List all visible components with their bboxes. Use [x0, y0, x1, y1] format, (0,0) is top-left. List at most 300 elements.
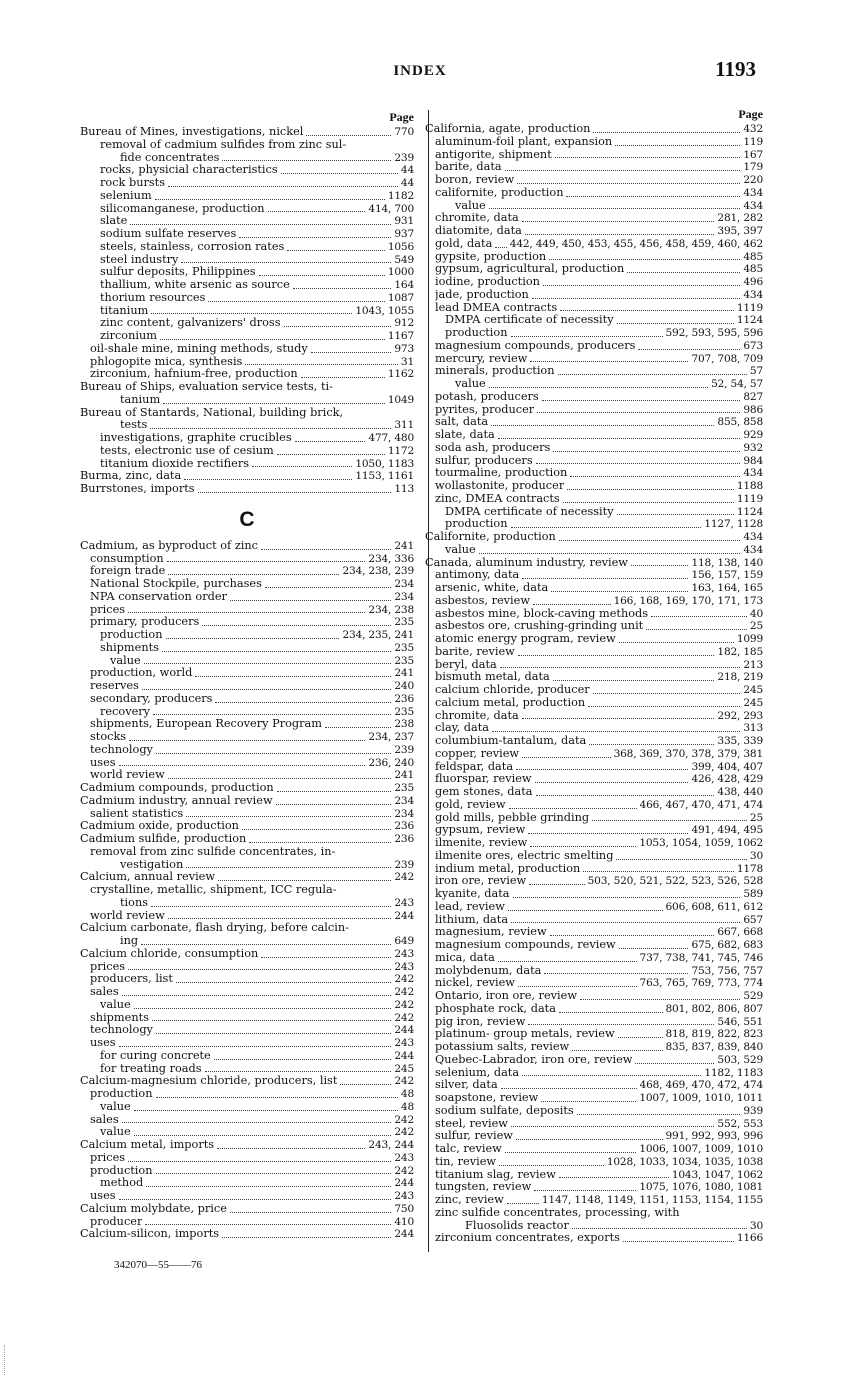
entry-term: tests [120, 419, 148, 432]
dot-leader [536, 463, 741, 464]
dot-leader [508, 910, 663, 911]
index-entry [80, 1177, 414, 1190]
dot-leader [499, 1165, 604, 1166]
dot-leader [129, 740, 365, 741]
entry-page-ref: 240 [394, 680, 414, 692]
index-entry [80, 884, 414, 897]
dot-leader [530, 846, 636, 847]
entry-term: tourmaline, production [435, 467, 568, 480]
index-entry [425, 212, 763, 225]
dot-leader [495, 247, 506, 248]
index-entry [80, 1165, 414, 1178]
entry-term: thorium resources [100, 291, 206, 304]
dot-leader [144, 663, 392, 664]
index-entry [80, 241, 414, 254]
dot-leader [589, 744, 714, 745]
index-entry [425, 786, 763, 799]
index-entry [80, 553, 414, 566]
dot-leader [623, 1241, 734, 1242]
dot-leader [311, 352, 392, 353]
entry-page-ref: 438, 440 [717, 786, 763, 798]
index-entry [425, 557, 763, 570]
entry-page-ref: 1182 [387, 189, 414, 202]
dot-leader [505, 170, 741, 171]
entry-page-ref: 335, 339 [717, 735, 763, 747]
dot-leader [563, 502, 734, 503]
entry-page-ref: 1182, 1183 [704, 1066, 763, 1079]
entry-term: production [90, 1164, 153, 1177]
dot-leader [498, 438, 741, 439]
dot-leader [151, 906, 391, 907]
entry-page-ref: 477, 480 [368, 432, 414, 444]
entry-term: steel industry [100, 253, 179, 266]
index-entry [80, 769, 414, 782]
entry-page-ref: 57 [749, 365, 763, 378]
index-entry [80, 1075, 414, 1088]
dot-leader [542, 400, 741, 401]
dot-leader [134, 1008, 392, 1009]
entry-term: Calcium molybdate, price [80, 1202, 227, 1215]
entry-page-ref: 241 [394, 769, 414, 782]
entry-page-ref: 763, 765, 769, 773, 774 [639, 977, 763, 990]
entry-page-ref: 1099 [736, 633, 763, 645]
index-entry [80, 1139, 414, 1152]
entry-page-ref: 491, 494, 495 [691, 824, 763, 837]
index-entry [80, 139, 414, 152]
entry-term: titanium [100, 304, 149, 317]
entry-term: Cadmium compounds, production [80, 782, 274, 794]
entry-term: mercury, review [435, 352, 528, 365]
entry-term: feldspar, data [435, 760, 514, 773]
entry-page-ref: 770 [394, 126, 414, 138]
entry-term: thallium, white arsenic as source [100, 279, 290, 291]
entry-page-ref: 235 [394, 641, 414, 654]
entry-page-ref: 1172 [387, 444, 414, 457]
index-entry [80, 629, 414, 642]
dot-leader [580, 999, 740, 1000]
entry-page-ref: 929 [743, 429, 763, 441]
index-entry [80, 973, 414, 986]
dot-leader [265, 587, 391, 588]
entry-page-ref: 40 [749, 607, 763, 620]
index-entry [80, 483, 414, 496]
index-entry [425, 289, 763, 302]
index-entry [80, 591, 414, 604]
dot-leader [566, 196, 740, 197]
entry-term: salt, data [435, 416, 489, 429]
entry-term: California, agate, production [425, 123, 591, 135]
dot-leader [181, 262, 391, 263]
index-entry [425, 595, 763, 608]
index-entry [425, 276, 763, 289]
dot-leader [325, 727, 391, 728]
entry-term: molybdenum, data [435, 964, 542, 977]
entry-page-ref: 213 [743, 658, 763, 671]
margin-marks [4, 1345, 7, 1375]
entry-term: indium metal, production [435, 862, 581, 875]
index-entry [80, 458, 414, 471]
dot-leader [525, 234, 715, 235]
dot-leader [529, 884, 584, 885]
entry-term: fide concentrates [120, 151, 220, 164]
entry-term: value [455, 378, 486, 390]
dot-leader [559, 1012, 663, 1013]
entry-page-ref: 1166 [736, 1232, 763, 1245]
index-entry [80, 292, 414, 305]
dot-leader [491, 425, 714, 426]
index-entry [425, 1143, 763, 1156]
index-entry [80, 279, 414, 292]
index-entry [425, 799, 763, 812]
dot-leader [160, 339, 385, 340]
index-entry [80, 470, 414, 483]
footer-code: 342070—55——76 [114, 1259, 202, 1271]
entry-page-ref: 236 [394, 833, 414, 845]
dot-leader [619, 642, 734, 643]
entry-page-ref: 503, 520, 521, 522, 523, 526, 528 [587, 875, 763, 888]
dot-leader [528, 833, 688, 834]
dot-leader [577, 1114, 741, 1115]
entry-page-ref: 244 [394, 1024, 414, 1037]
entry-page-ref: 244 [394, 1177, 414, 1190]
dot-leader [534, 1190, 636, 1191]
entry-term: value [100, 1126, 131, 1139]
entry-term: tin, review [435, 1155, 497, 1168]
index-entry [425, 251, 763, 264]
dot-leader [507, 1203, 539, 1204]
entry-term: mica, data [435, 951, 495, 964]
index-entry [80, 305, 414, 318]
index-entry [425, 977, 763, 990]
entry-page-ref: 242 [394, 973, 414, 986]
dot-leader [537, 412, 740, 413]
entry-page-ref: 552, 553 [717, 1117, 763, 1130]
dot-leader [572, 1050, 662, 1051]
entry-term: production, world [90, 667, 193, 680]
entry-page-ref: 1075, 1076, 1080, 1081 [639, 1181, 763, 1194]
entry-page-ref: 410 [394, 1215, 414, 1228]
index-entry [80, 731, 414, 744]
entry-page-ref: 707, 708, 709 [691, 352, 763, 365]
entry-term: sulfur deposits, Philippines [100, 266, 256, 279]
index-entry [425, 136, 763, 149]
index-entry [425, 633, 763, 646]
entry-term: aluminum-foil plant, expansion [435, 135, 613, 148]
entry-page-ref: 234, 238, 239 [342, 565, 414, 578]
entry-term: zirconium concentrates, exports [435, 1232, 620, 1245]
index-entry [425, 378, 763, 391]
entry-term: producer [90, 1215, 143, 1228]
entry-page-ref: 239 [394, 743, 414, 756]
index-entry [425, 200, 763, 213]
index-entry [80, 604, 414, 617]
entry-term: ilmenite ores, electric smelting [435, 849, 614, 862]
entry-page-ref: 164 [394, 279, 414, 291]
entry-term: value [110, 654, 141, 667]
entry-page-ref: 991, 992, 993, 996 [665, 1130, 763, 1143]
entry-term: production [445, 518, 508, 531]
index-entry [425, 480, 763, 493]
entry-page-ref: 48 [400, 1088, 414, 1100]
entry-page-ref: 234 [394, 807, 414, 820]
index-entry [80, 948, 414, 961]
page-column-header-right: Page [738, 107, 763, 121]
entry-term: lead DMEA contracts [435, 301, 558, 314]
dot-leader [559, 1177, 669, 1178]
right-column [425, 105, 763, 1245]
entry-page-ref: 44 [400, 164, 414, 177]
entry-term: Canada, aluminum industry, review [425, 556, 628, 569]
entry-term: production [90, 1088, 153, 1100]
dot-leader [214, 1059, 392, 1060]
index-entry [425, 1041, 763, 1054]
index-entry [80, 578, 414, 591]
index-entry [425, 302, 763, 315]
dot-leader [156, 1173, 392, 1174]
entry-page-ref: 827 [743, 390, 763, 403]
dot-leader [593, 132, 740, 133]
entry-term: producers, list [90, 973, 173, 986]
index-entry [425, 187, 763, 200]
entry-page-ref: 31 [400, 355, 414, 368]
index-entry [80, 330, 414, 343]
index-entry [80, 859, 414, 872]
entry-page-ref: 1127, 1128 [704, 518, 763, 531]
entry-page-ref: 426, 428, 429 [691, 773, 763, 786]
dot-leader [276, 804, 392, 805]
entry-term: sodium sulfate reserves [100, 228, 237, 240]
entry-page-ref: 1147, 1148, 1149, 1151, 1153, 1154, 1155 [541, 1194, 763, 1206]
entry-term: stocks [90, 731, 127, 743]
dot-leader [536, 795, 715, 796]
entry-term: Cadmium oxide, production [80, 820, 239, 833]
entry-term: technology [90, 743, 153, 756]
entry-term: diatomite, data [435, 225, 522, 237]
entry-term: slate [100, 215, 128, 228]
entry-term: gold, data [435, 237, 493, 250]
dot-leader [134, 1110, 398, 1111]
dot-leader [522, 1075, 701, 1076]
dot-leader [128, 969, 391, 970]
index-entry [80, 215, 414, 228]
index-entry [80, 1190, 414, 1203]
index-entry [80, 961, 414, 974]
entry-term: National Stockpile, purchases [90, 578, 262, 590]
entry-page-ref: 592, 593, 595, 596 [665, 327, 763, 339]
dot-leader [532, 298, 741, 299]
dot-leader [261, 549, 391, 550]
dot-leader [572, 1228, 747, 1229]
entry-page-ref: 434 [743, 531, 763, 543]
entry-page-ref: 234, 238 [368, 603, 414, 616]
entry-page-ref: 179 [743, 161, 763, 174]
index-entry [425, 569, 763, 582]
left-column [80, 108, 414, 1241]
index-entry [80, 432, 414, 445]
dot-leader [553, 680, 715, 681]
index-entry [80, 718, 414, 731]
dot-leader [500, 667, 741, 668]
entry-page-ref: 546, 551 [717, 1015, 763, 1028]
index-entry [425, 926, 763, 939]
index-entry [80, 1050, 414, 1063]
index-entry [80, 1203, 414, 1216]
entry-page-ref: 167 [743, 148, 763, 161]
dot-leader [555, 157, 741, 158]
entry-page-ref: 245 [743, 684, 763, 696]
index-entry [80, 846, 414, 859]
entry-page-ref: 1153, 1161 [355, 470, 414, 483]
entry-term: magnesium compounds, producers [435, 339, 636, 352]
dot-leader [505, 1152, 637, 1153]
entry-term: platinum- group metals, review [435, 1028, 615, 1041]
dot-leader [550, 935, 715, 936]
index-entry [80, 419, 414, 432]
dot-leader [122, 995, 392, 996]
dot-leader [152, 1020, 391, 1021]
entry-page-ref: 466, 467, 470, 471, 474 [639, 798, 763, 811]
entry-term: sales [90, 986, 119, 998]
entry-page-ref: 235 [394, 782, 414, 794]
entry-term: silicomanganese, production [100, 202, 265, 215]
dot-leader [222, 160, 391, 161]
index-entry [80, 1063, 414, 1076]
entry-page-ref: 239 [394, 858, 414, 871]
index-entry [80, 228, 414, 241]
entry-page-ref: 434 [743, 288, 763, 301]
entry-term: potassium salts, review [435, 1041, 570, 1053]
entry-page-ref: 156, 157, 159 [691, 569, 763, 582]
entry-term: Burrstones, imports [80, 483, 195, 495]
index-entry [425, 773, 763, 786]
dot-leader [145, 1224, 391, 1225]
entry-term: removal from zinc sulfide concentrates, in- [90, 845, 336, 858]
entry-term: iodine, production [435, 276, 540, 288]
index-entry [80, 1088, 414, 1101]
entry-term: pig iron, review [435, 1015, 526, 1028]
dot-leader [163, 403, 385, 404]
dot-leader [617, 323, 734, 324]
entry-term: prices [90, 1151, 126, 1164]
index-entry [80, 394, 414, 407]
entry-page-ref: 243 [394, 1037, 414, 1049]
entry-page-ref: 243 [394, 960, 414, 973]
dot-leader [638, 349, 740, 350]
entry-page-ref: 243 [394, 947, 414, 960]
dot-leader [651, 616, 747, 617]
entry-term: boron, review [435, 174, 515, 186]
dot-leader [535, 782, 689, 783]
index-entry [80, 203, 414, 216]
entry-term: zinc, DMEA contracts [435, 492, 560, 505]
dot-leader [511, 1126, 714, 1127]
entry-page-ref: 1043, 1047, 1062 [671, 1168, 763, 1181]
index-entry [425, 608, 763, 621]
index-entry [425, 710, 763, 723]
entry-term: beryl, data [435, 658, 497, 671]
index-entry [80, 407, 414, 420]
entry-term: lithium, data [435, 913, 509, 926]
entry-term: antimony, data [435, 569, 520, 582]
entry-page-ref: 912 [394, 317, 414, 330]
index-entry [425, 327, 763, 340]
dot-leader [287, 250, 385, 251]
entry-page-ref: 737, 738, 741, 745, 746 [639, 951, 763, 964]
entry-term: silver, data [435, 1079, 498, 1092]
entry-term: kyanite, data [435, 888, 510, 900]
dot-leader [215, 702, 391, 703]
entry-page-ref: 242 [394, 1011, 414, 1024]
entry-page-ref: 30 [749, 849, 763, 862]
page-title: INDEX [393, 63, 447, 79]
dot-leader [583, 871, 734, 872]
entry-term: Burma, zinc, data [80, 470, 182, 483]
dot-leader [533, 604, 611, 605]
dot-leader [517, 183, 740, 184]
dot-leader [553, 451, 740, 452]
index-entry [425, 1130, 763, 1143]
dot-leader [511, 922, 740, 923]
entry-page-ref: 1178 [736, 862, 763, 875]
index-entry [425, 365, 763, 378]
entry-term: value [445, 543, 476, 556]
entry-page-ref: 368, 369, 370, 378, 379, 381 [613, 747, 763, 760]
index-entry [80, 782, 414, 795]
entry-term: Calcium, annual review [80, 871, 216, 884]
entry-term: vestigation [120, 858, 184, 871]
entry-term: oil-shale mine, mining methods, study [90, 342, 308, 355]
dot-leader [208, 301, 384, 302]
dot-leader [218, 880, 391, 881]
dot-leader [306, 135, 391, 136]
entry-page-ref: 673 [743, 339, 763, 352]
index-entry [425, 1003, 763, 1016]
dot-leader [551, 591, 688, 592]
index-entry [80, 693, 414, 706]
index-entry [425, 939, 763, 952]
entry-page-ref: 395, 397 [717, 225, 763, 237]
entry-page-ref: 236, 240 [368, 756, 414, 769]
entry-page-ref: 292, 293 [717, 709, 763, 722]
entry-term: nickel, review [435, 977, 515, 990]
entry-term: lead, review [435, 900, 505, 913]
entry-page-ref: 48 [400, 1100, 414, 1113]
entry-term: removal of cadmium sulfides from zinc sul- [100, 138, 347, 151]
entry-page-ref: 801, 802, 806, 807 [665, 1002, 763, 1015]
dot-leader [176, 982, 391, 983]
dot-leader [205, 1071, 392, 1072]
dot-leader [560, 310, 734, 311]
index-entry [80, 757, 414, 770]
index-entry [425, 1016, 763, 1029]
entry-page-ref: 606, 608, 611, 612 [665, 900, 763, 913]
entry-page-ref: 468, 469, 470, 472, 474 [639, 1079, 763, 1092]
dot-leader [230, 1212, 391, 1213]
index-entry [80, 152, 414, 165]
entry-page-ref: 243, 244 [368, 1139, 414, 1151]
index-entry [425, 914, 763, 927]
index-entry [425, 544, 763, 557]
entry-term: gypsite, production [435, 250, 547, 263]
dot-leader [530, 361, 688, 362]
dot-leader [128, 1161, 391, 1162]
index-entry [425, 671, 763, 684]
entry-term: uses [90, 1037, 116, 1049]
entry-term: salient statistics [90, 807, 184, 820]
entry-page-ref: 984 [743, 454, 763, 467]
entry-term: arsenic, white, data [435, 582, 549, 594]
entry-page-ref: 239 [394, 151, 414, 164]
